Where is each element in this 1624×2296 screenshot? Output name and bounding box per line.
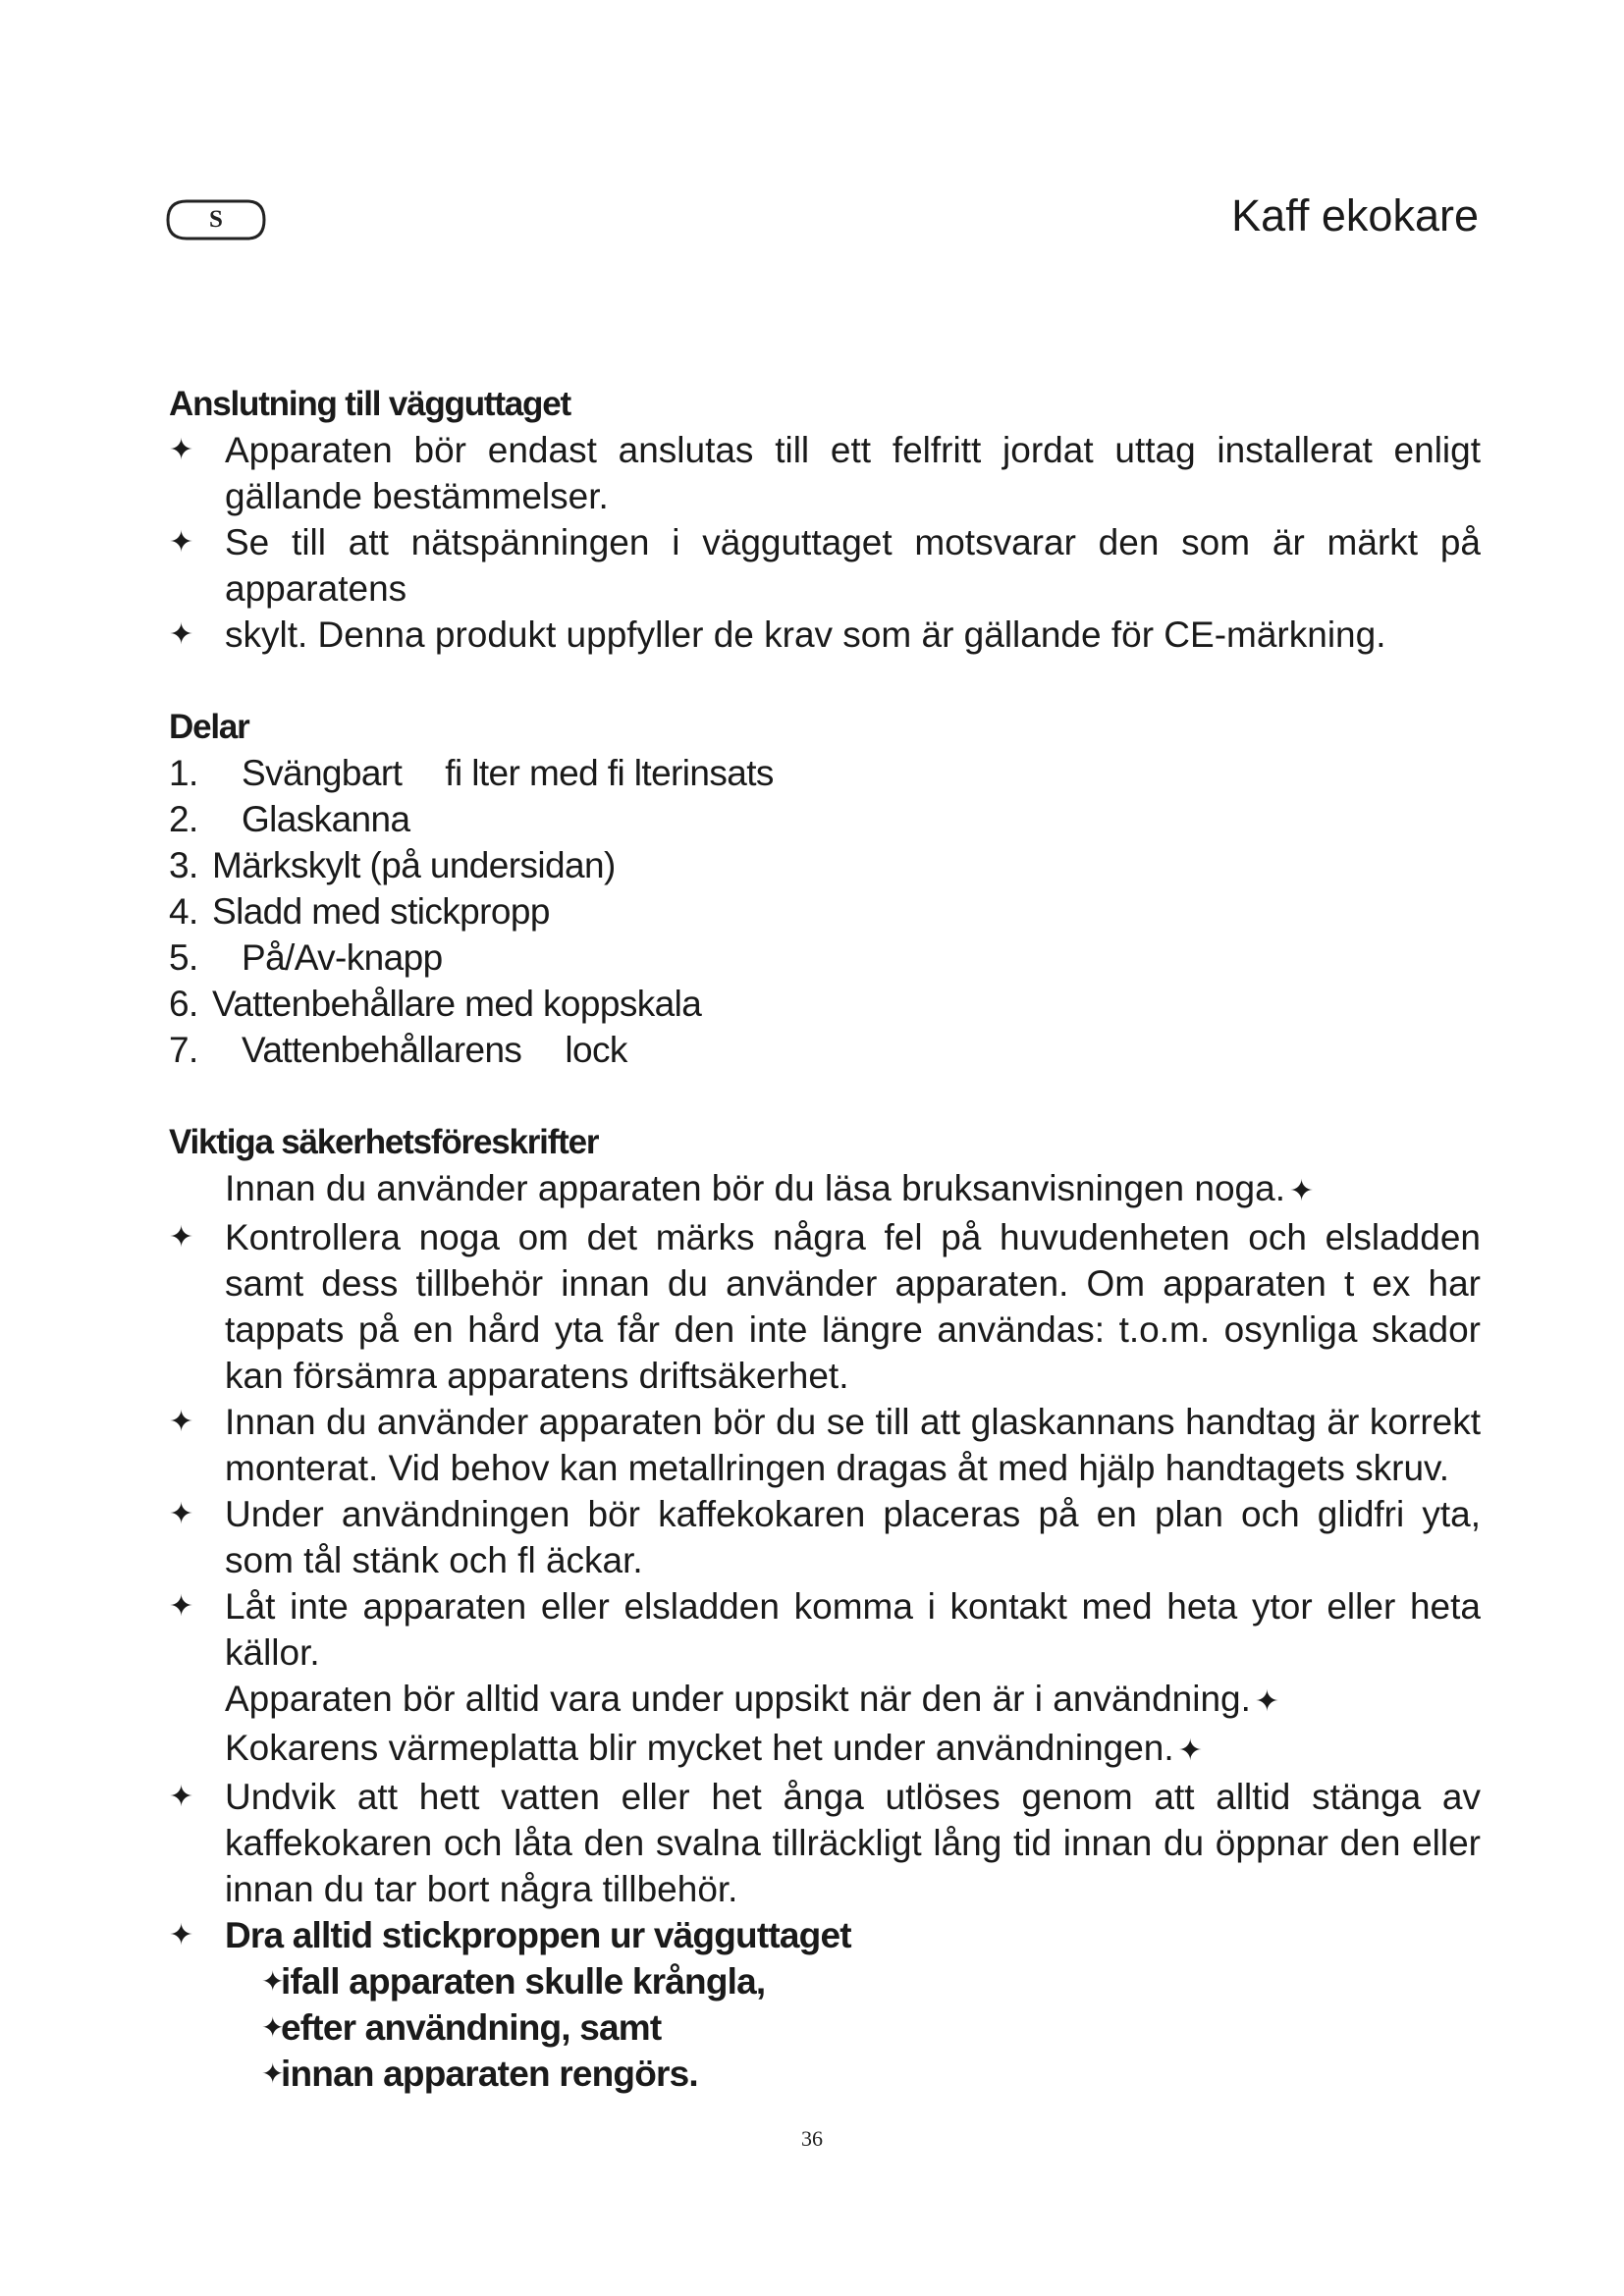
- part-number: 4.: [169, 891, 198, 932]
- part-number: 5.: [169, 937, 198, 978]
- part-item-5: [169, 934, 1481, 981]
- part-item-1: [169, 750, 1481, 796]
- part-item-3: [169, 842, 1481, 888]
- page-content: [169, 381, 1481, 2097]
- bullet-star-icon: ✦: [261, 2012, 284, 2043]
- safety-plain-line: [169, 1676, 1481, 1725]
- unplug-heading-item: [169, 1912, 1481, 1958]
- part-number: 7.: [169, 1030, 198, 1070]
- part-number: 1.: [169, 753, 198, 793]
- unplug-sub-item: [169, 2051, 1481, 2097]
- part-item-6: [169, 981, 1481, 1027]
- bullet-star-icon: ✦: [261, 2058, 284, 2089]
- bullet-star-icon: ✦: [1254, 1685, 1280, 1718]
- list-item-text: skylt. Denna produkt uppfyller de krav som är gällande för CE-märkning.: [225, 614, 1386, 655]
- list-item: [169, 519, 1481, 612]
- language-badge: [165, 198, 267, 241]
- list-item: [169, 1583, 1481, 1676]
- section-spacer: [169, 658, 1481, 704]
- list-item-text: Apparaten bör endast anslutas till ett felfritt jordat uttag installerat enligt gällande bestämmelser.: [225, 430, 1481, 516]
- connection-list: [169, 427, 1481, 658]
- section-heading-safety: Viktiga säkerhetsföreskrifter: [169, 1123, 599, 1161]
- bullet-star-icon: ✦: [261, 1966, 284, 1997]
- list-item: [169, 1214, 1481, 1399]
- safety-plain-line: [169, 1725, 1481, 1774]
- bullet-star-icon: ✦: [1177, 1735, 1203, 1767]
- safety-plain-text: Kokarens värmeplatta blir mycket het under användningen.: [225, 1728, 1174, 1768]
- list-item: [169, 612, 1481, 658]
- section-spacer: [169, 1073, 1481, 1119]
- parts-list: [169, 750, 1481, 1073]
- part-name: Vattenbehållare med koppskala: [212, 984, 702, 1024]
- section-heading-connection: Anslutning till vägguttaget: [169, 385, 570, 423]
- list-item-text: Se till att nätspänningen i vägguttaget motsvarar den som är märkt på apparatens: [225, 522, 1481, 609]
- part-name: Sladd med stickpropp: [212, 891, 550, 932]
- part-name: Vattenbehållarens: [242, 1030, 522, 1070]
- bullet-star-icon: ✦: [169, 1406, 194, 1438]
- list-item: [169, 1491, 1481, 1583]
- safety-plain-text: Apparaten bör alltid vara under uppsikt när den är i användning.: [225, 1679, 1251, 1719]
- bullet-star-icon: ✦: [169, 434, 194, 466]
- list-item-text: Låt inte apparaten eller elsladden komma i kontakt med heta ytor eller heta källor.: [225, 1586, 1481, 1673]
- safety-intro-text: Innan du använder apparaten bör du läsa bruksanvisningen noga.: [225, 1168, 1285, 1208]
- bullet-star-icon: ✦: [169, 1781, 194, 1813]
- part-name: På/Av-knapp: [242, 937, 443, 978]
- list-item-text: Kontrollera noga om det märks några fel på huvudenheten och elsladden samt dess tillbehör innan du använder apparaten. Om apparaten t ex har tappats på en hård yta får den inte längre användas: t.o.m. osynliga skador kan försämra apparatens driftsäkerhet.: [225, 1217, 1481, 1396]
- part-number: 6.: [169, 984, 198, 1024]
- part-item-4: [169, 888, 1481, 934]
- safety-intro: [169, 1165, 1481, 1214]
- bullet-star-icon: ✦: [169, 526, 194, 559]
- list-item: [169, 1774, 1481, 1912]
- part-name: Svängbart: [242, 753, 403, 793]
- bullet-star-icon: ✦: [1288, 1175, 1315, 1207]
- list-item-text: Innan du använder apparaten bör du se till att glaskannans handtag är korrekt monterat. Vid behov kan metallringen dragas åt med hjälp handtagets skruv.: [225, 1402, 1481, 1488]
- safety-list: [169, 1165, 1481, 2097]
- unplug-sub-item: [169, 2004, 1481, 2051]
- bullet-star-icon: ✦: [169, 1498, 194, 1530]
- bullet-star-icon: ✦: [169, 1919, 193, 1951]
- unplug-sub-item: [169, 1958, 1481, 2004]
- unplug-sub-text: innan apparaten rengörs.: [281, 2054, 698, 2094]
- part-name-suffix: fi lter med fi lterinsats: [445, 753, 774, 793]
- page-title: Kaff ekokare: [1231, 190, 1479, 240]
- list-item-text: Under användningen bör kaffekokaren placeras på en plan och glidfri yta, som tål stänk och fl äckar.: [225, 1494, 1481, 1580]
- unplug-heading-text: Dra alltid stickproppen ur vägguttaget: [225, 1915, 851, 1955]
- list-item: [169, 427, 1481, 519]
- language-badge-letter: S: [209, 206, 223, 233]
- bullet-star-icon: ✦: [169, 1590, 194, 1623]
- part-number: 3.: [169, 845, 198, 885]
- part-item-2: [169, 796, 1481, 842]
- unplug-sub-text: efter användning, samt: [281, 2007, 662, 2048]
- part-name: Glaskanna: [242, 799, 410, 839]
- bullet-star-icon: ✦: [169, 618, 194, 651]
- part-item-7: [169, 1027, 1481, 1073]
- list-item: [169, 1399, 1481, 1491]
- part-name-suffix: lock: [565, 1030, 627, 1070]
- part-number: 2.: [169, 799, 198, 839]
- part-name: Märkskylt (på undersidan): [212, 845, 616, 885]
- unplug-sub-text: ifall apparaten skulle krångla,: [281, 1961, 766, 2002]
- page-number: 36: [801, 2126, 823, 2151]
- section-heading-parts: Delar: [169, 708, 249, 746]
- list-item-text: Undvik att hett vatten eller het ånga utlöses genom att alltid stänga av kaffekokaren och låta den svalna tillräckligt lång tid innan du öppnar den eller innan du tar bort några tillbehör.: [225, 1777, 1481, 1909]
- bullet-star-icon: ✦: [169, 1221, 194, 1254]
